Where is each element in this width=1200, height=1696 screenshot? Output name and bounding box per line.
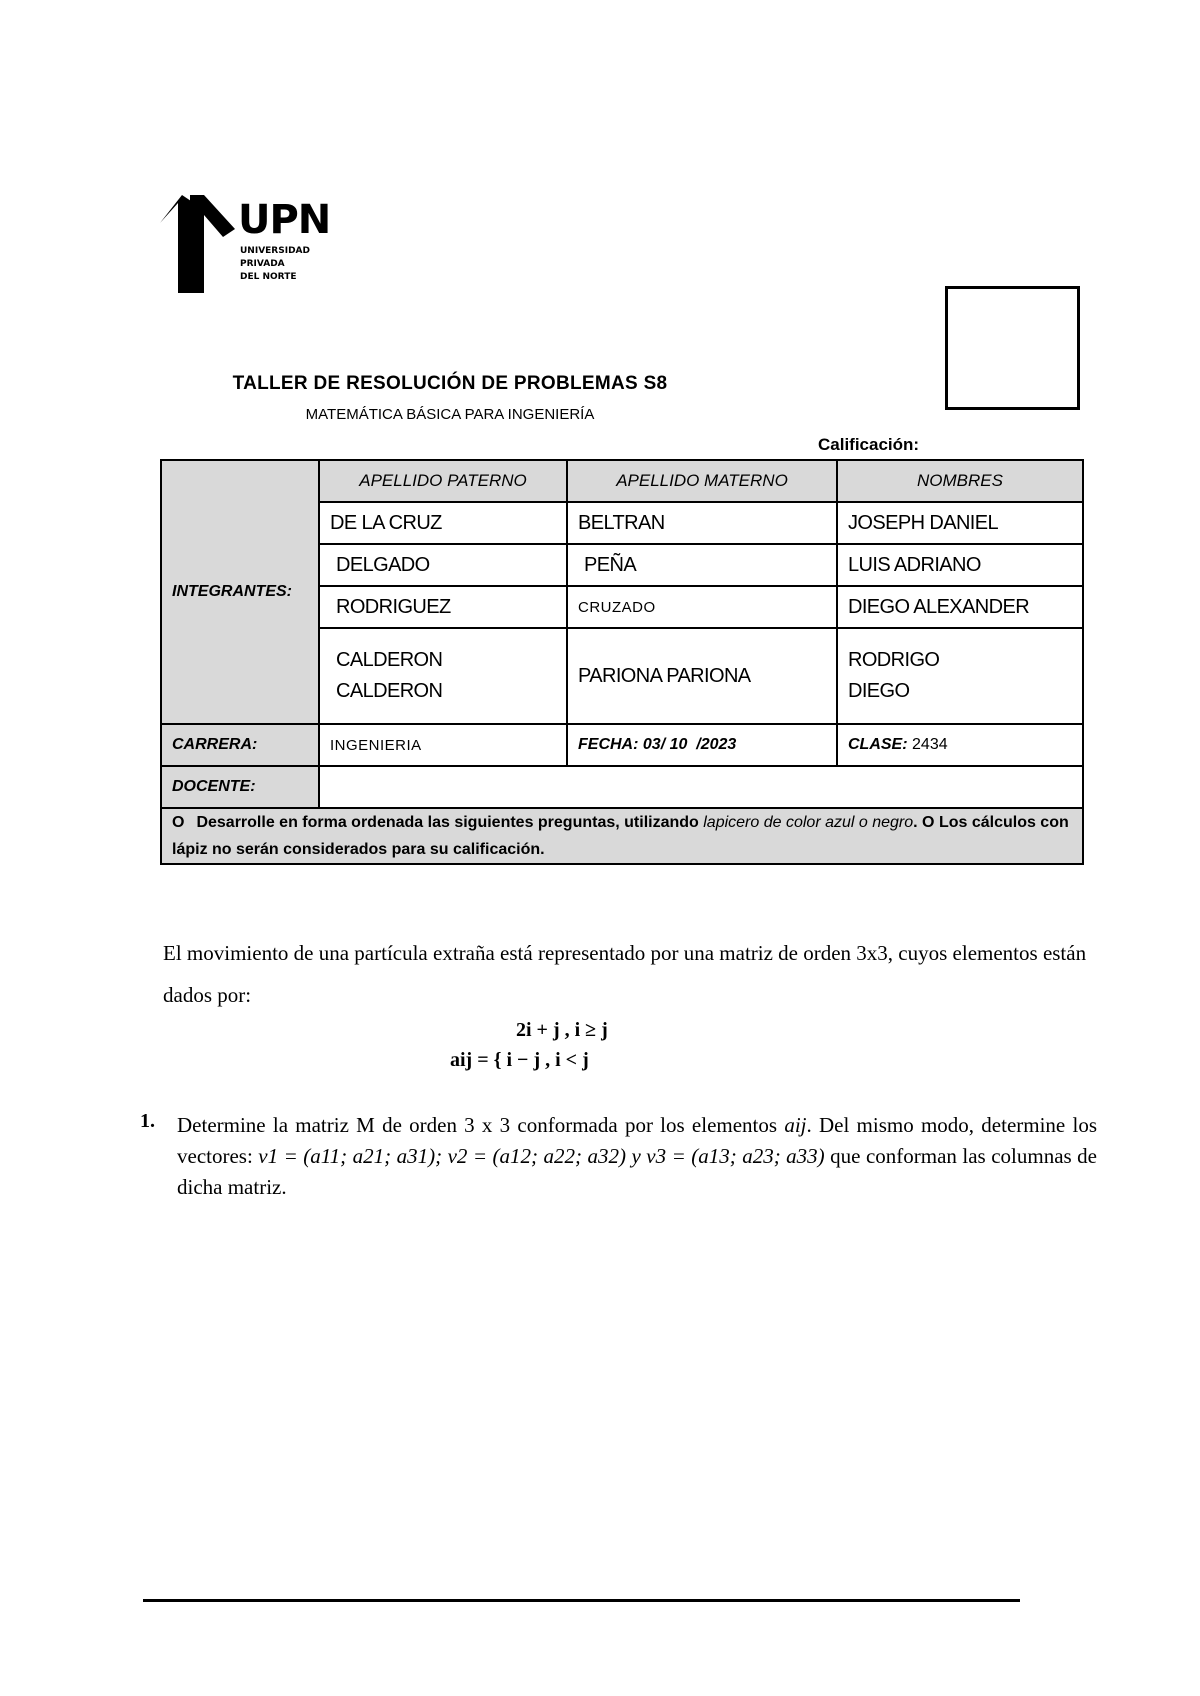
svg-text:DEL NORTE: DEL NORTE	[240, 272, 297, 282]
question-text	[177, 1110, 1097, 1203]
member-paterno: CALDERON CALDERON	[319, 628, 567, 724]
member-nombres: JOSEPH DANIEL	[837, 502, 1083, 544]
member-paterno: RODRIGUEZ	[319, 586, 567, 628]
page-subtitle: MATEMÁTICA BÁSICA PARA INGENIERÍA	[305, 406, 595, 423]
svg-text:UPN: UPN	[238, 197, 330, 243]
carrera-label: CARRERA:	[161, 724, 319, 766]
problem-intro: El movimiento de una partícula extraña está representado por una matriz de orden 3x3, cuyos elementos están dados por:	[163, 941, 1087, 1007]
formula-case-1: 2i + j , i ≥ j	[516, 1019, 608, 1041]
question-text-part: que conforman las columnas de dicha matriz.	[177, 1144, 1097, 1199]
member-nombres: LUIS ADRIANO	[837, 544, 1083, 586]
member-materno: BELTRAN	[567, 502, 837, 544]
clase-value: 2434	[912, 736, 948, 753]
member-materno: PEÑA	[567, 544, 837, 586]
fecha-value: 03/ 10 /2023	[642, 736, 737, 753]
notice-text-end: . O Los cálculos con lápiz no serán considerados para su calificación.	[172, 814, 1069, 858]
carrera-value: INGENIERIA	[319, 724, 567, 766]
question-text-part: . Del mismo modo, determine los vectores:	[177, 1113, 1097, 1168]
question-text-part: Determine la matriz M de orden 3 x 3 conformada por los elementos	[177, 1113, 785, 1137]
svg-text:UNIVERSIDAD: UNIVERSIDAD	[240, 246, 310, 256]
grade-label: Calificación:	[818, 435, 920, 454]
column-header-materno: APELLIDO MATERNO	[567, 460, 837, 502]
integrantes-label: INTEGRANTES:	[161, 460, 319, 724]
column-header-paterno: APELLIDO PATERNO	[319, 460, 567, 502]
question-aij: aij	[784, 1113, 807, 1137]
member-nombres: DIEGO ALEXANDER	[837, 586, 1083, 628]
member-paterno: DELGADO	[319, 544, 567, 586]
column-header-nombres: NOMBRES	[837, 460, 1083, 502]
clase-field	[837, 724, 1083, 766]
question-number: 1.	[140, 1110, 155, 1132]
fecha-field	[567, 724, 837, 766]
grade-box	[945, 286, 1080, 410]
member-paterno: DE LA CRUZ	[319, 502, 567, 544]
upn-logo	[160, 195, 330, 300]
notice-bullet: O	[172, 814, 185, 831]
student-info-table	[160, 459, 1084, 865]
docente-value	[319, 766, 1083, 808]
formula-lhs: aij = {	[450, 1049, 502, 1071]
docente-label: DOCENTE:	[161, 766, 319, 808]
clase-label: CLASE:	[848, 736, 908, 753]
svg-text:PRIVADA: PRIVADA	[240, 259, 285, 269]
formula-case-2: i − j , i < j	[506, 1049, 589, 1071]
instructions-notice	[161, 808, 1083, 864]
bottom-divider	[143, 1599, 1020, 1602]
member-materno: PARIONA PARIONA	[567, 628, 837, 724]
notice-italic: lapicero de color azul o negro	[703, 814, 914, 831]
question-vectors: v1 = (a11; a21; a31); v2 = (a12; a22; a32) y v3 = (a13; a23; a33)	[258, 1144, 825, 1168]
notice-text: Desarrolle en forma ordenada las siguientes preguntas, utilizando	[196, 814, 704, 831]
fecha-label: FECHA:	[578, 736, 639, 753]
page-title: TALLER DE RESOLUCIÓN DE PROBLEMAS S8	[232, 373, 668, 394]
member-materno: CRUZADO	[567, 586, 837, 628]
member-nombres: RODRIGO DIEGO	[837, 628, 1083, 724]
piecewise-formula	[450, 1015, 608, 1075]
